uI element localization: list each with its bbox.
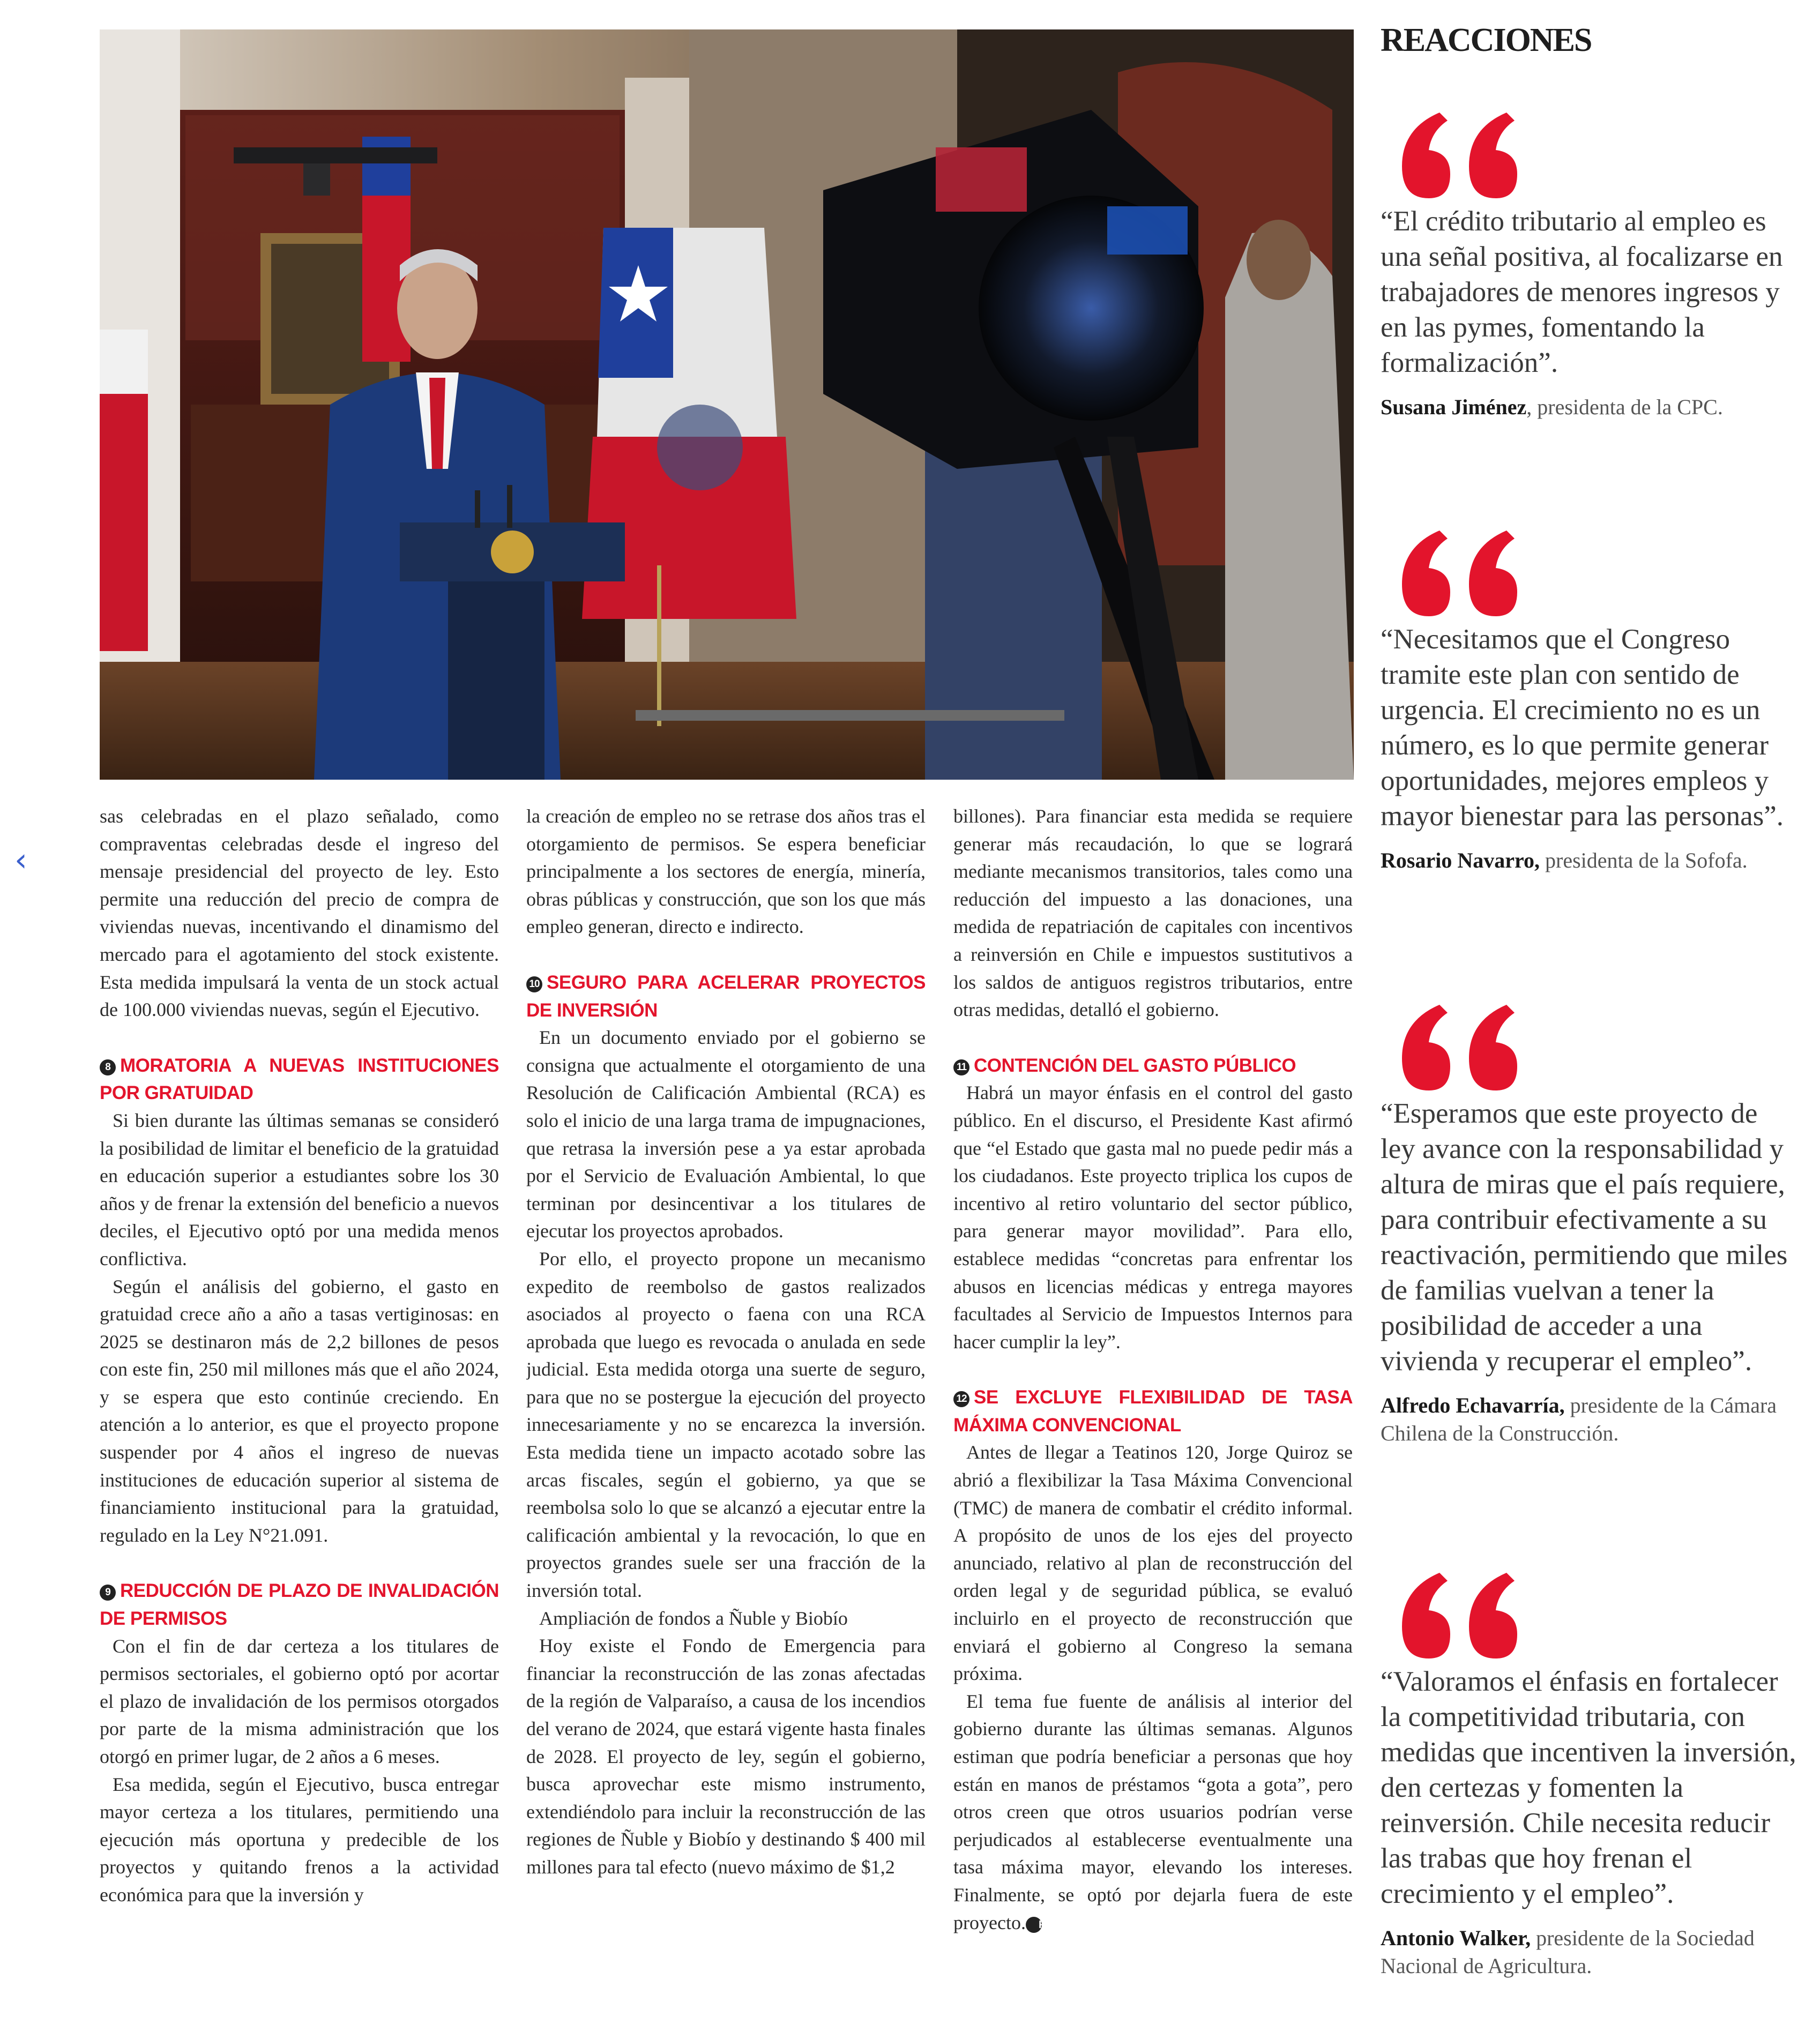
section-number-badge: 8 [100, 1059, 116, 1075]
section-title: SEGURO PARA ACELERAR PROYECTOS DE INVERSIÓN [526, 972, 926, 1021]
quote-mark-icon [1381, 1541, 1525, 1664]
paragraph: Si bien durante las últimas semanas se consideró la posibilidad de limitar el beneficio de la gratuidad en educación superior a estudiantes sobre los 30 años y de frenar la extensión del beneficio a nuevos deciles, el Ejecutivo optó por una medida menos conflictiva. [100, 1109, 499, 1269]
paragraph: la creación de empleo no se retrase dos años tras el otorgamiento de permisos. Se espera beneficiar principalmente a los sectores de energía, minería, obras públicas y construcción, que son los que más empleo generan, directo e indirecto. [526, 805, 926, 938]
author-name: Alfredo Echavarría, [1381, 1393, 1565, 1417]
paragraph: Por ello, el proyecto propone un mecanismo expedito de reembolso de gastos realizados asociados al proyecto o faena con una RCA aprobada que luego es revocada o anulada en sede judicial. Esta medida otorga una suerte de seguro, para que no se postergue la ejecución del proyecto innecesariamente y no se encarezca la inversión. Esta medida tiene un impacto acotado sobre las arcas fiscales, según el gobierno, ya que se reembolsa solo lo que se alcanzó a ejecutar entre la calificación ambiental y la revocación, lo que en proyectos grandes suele ser una fracción de la inversión total. [526, 1247, 926, 1602]
reaction-item [1381, 1541, 1799, 1980]
reaction-item [1381, 973, 1799, 1447]
reaction-item [1381, 80, 1799, 421]
chevron-left-icon: ‹ [14, 841, 27, 879]
section-number-badge: 11 [953, 1059, 969, 1075]
reaction-quote: “Valoramos el énfasis en fortalecer la competitividad tributaria, con medidas que incentiven la inversión, den certezas y fomenten la reinversión. Chile necesita reducir las trabas que hoy frenan el crecimiento y el empleo”. [1381, 1666, 1796, 1909]
paragraph: Con el fin de dar certeza a los titulares de permisos sectoriales, el gobierno optó por acortar el plazo de invalidación de los permisos otorgados por parte de la misma administración que los otorgó en primer lugar, de 2 años a 6 meses. [100, 1635, 499, 1767]
paragraph: En un documento enviado por el gobierno se consigna que actualmente el otorgamiento de una Resolución de Calificación Ambiental (RCA) es solo el inicio de una larga trama de impugnaciones, que retrasa la inversión pese a ya estar aprobada por el Servicio de Evaluación Ambiental, lo que terminan por desincentivar a los titulares de ejecutar los proyectos aprobados. [526, 1027, 926, 1242]
reaction-item [1381, 498, 1799, 875]
reaction-quote: “Necesitamos que el Congreso tramite este plan con sentido de urgencia. El crecimiento no es un número, es lo que permite generar oportunidades, mejores empleos y mayor bienestar para las personas”. [1381, 624, 1784, 832]
paragraph: billones). Para financiar esta medida se requiere generar más recaudación, lo que se logrará mediante mecanismos transitorios, tales como una reducción del impuesto a las donaciones, una medida de repatriación de capitales con incentivos a reinversión en Chile e impuestos sustitutivos a los saldos de antiguos registros tributarios, entre otras medidas, detalló el gobierno. [953, 805, 1353, 1021]
reaction-author [1381, 847, 1799, 875]
subheading: Ampliación de fondos a Ñuble y Biobío [539, 1607, 848, 1629]
paragraph: Antes de llegar a Teatinos 120, Jorge Quiroz se abrió a flexibilizar la Tasa Máxima Convencional (TMC) de manera de combatir el crédito informal. A propósito de unos de los ejes del proyecto anunciado, relativo al plan de reconstrucción del orden legal y de seguridad pública, se evaluó incluirlo en el proyecto de reconstrucción que enviará el gobierno al Congreso la semana próxima. [953, 1441, 1353, 1685]
reaction-quote: “El crédito tributario al empleo es una señal positiva, al focalizarse en trabajadores de menores ingresos y en las pymes, fomentando la formalización”. [1381, 206, 1783, 378]
reaction-author [1381, 1924, 1799, 1980]
reaction-quote: “Esperamos que este proyecto de ley avance con la responsabilidad y altura de miras que el país requiere, para contribuir efectivamente a su reactivación, permitiendo que miles de familias vuelvan a tener la posibilidad de acceder a una vivienda y recuperar el empleo”. [1381, 1098, 1788, 1377]
paragraph: sas celebradas en el plazo señalado, como compraventas celebradas desde el ingreso del mensaje presidencial del proyecto de ley. Esto permite una reducción del precio de compra de viviendas nuevas, incentivando el dinamismo del mercado para el agotamiento del stock existente. Esta medida impulsará la venta de un stock actual de 100.000 viviendas nuevas, según el Ejecutivo. [100, 805, 499, 1021]
paragraph: Esa medida, según el Ejecutivo, busca entregar mayor certeza a los titulares, permitiendo una ejecución más oportuna y predecible de los proyectos y quitando frenos a la actividad económica para que la inversión y [100, 1773, 499, 1906]
author-name: Rosario Navarro, [1381, 848, 1540, 872]
quote-mark-icon [1381, 973, 1525, 1096]
author-role: , presidenta de la CPC. [1526, 395, 1723, 419]
section-heading-11 [953, 1052, 1353, 1080]
author-role: presidenta de la Sofofa. [1540, 848, 1748, 872]
section-number-badge: 12 [953, 1391, 969, 1407]
paragraph-text: El tema fue fuente de análisis al interior del gobierno durante las últimas semanas. Algunos estiman que podría beneficiar a personas que hoy están en manos de préstamos “gota a gota”, pero otros creen que otros usuarios podrían verse perjudicados al establecerse eventualmente una tasa máxima mayor, elevando los intereses. Finalmente, se optó por dejarla fuera de este proyecto. [953, 1690, 1353, 1933]
author-role: presidente de la Cámara Chilena de la Construcción. [1381, 1393, 1777, 1445]
reactions-sidebar [1381, 16, 1799, 1978]
reaction-author [1381, 393, 1799, 421]
paragraph: Hoy existe el Fondo de Emergencia para financiar la reconstrucción de las zonas afectadas de la región de Valparaíso, a causa de los incendios del verano de 2024, que estará vigente hasta finales de 2028. El proyecto de ley, según el gobierno, busca aprovechar este mismo instrumento, extendiéndolo para incluir la reconstrucción de las regiones de Ñuble y Biobío y destinando $ 400 mil millones para tal efecto (nuevo máximo de $1,2 [526, 1635, 926, 1878]
section-heading-8 [100, 1052, 499, 1107]
paragraph: Habrá un mayor énfasis en el control del gasto público. En el discurso, el Presidente Kast afirmó que “el Estado que gasta mal no puede pedir más a los ciudadanos. Este proyecto triplica los cupos de incentivo al retiro voluntario del sector público, para generar mayor movilidad”. Para ello, establece medidas “concretas para enfrentar los abusos en licencias médicas y entrega mayores facultades al Servicio de Impuestos Internos para hacer cumplir la ley”. [953, 1082, 1353, 1353]
paragraph [953, 1688, 1353, 1937]
section-title: MORATORIA A NUEVAS INSTITUCIONES POR GRATUIDAD [100, 1055, 499, 1104]
section-title: REDUCCIÓN DE PLAZO DE INVALIDACIÓN DE PERMISOS [100, 1580, 499, 1630]
section-heading-10 [526, 969, 926, 1024]
author-role: presidente de la Sociedad Nacional de Agricultura. [1381, 1926, 1755, 1978]
section-number-badge: 9 [100, 1585, 116, 1601]
author-name: Susana Jiménez [1381, 395, 1527, 419]
reaction-author [1381, 1392, 1799, 1447]
article-column-2 [526, 803, 926, 2024]
paragraph: Según el análisis del gobierno, el gasto en gratuidad crece año a año a tasas vertiginosas: en 2025 se destinaron más de 2,2 billones de pesos con este fin, 250 mil millones más que el año 2024, y se espera que esto continúe creciendo. En atención a lo anterior, es que el proyecto propone suspender por 4 años el ingreso de nuevas instituciones de educación superior al sistema de financiamiento institucional para la gratuidad, regulado en la Ley N°21.091. [100, 1275, 499, 1546]
reactions-title: REACCIONES [1381, 22, 1592, 58]
author-name: Antonio Walker, [1381, 1926, 1531, 1950]
quote-mark-icon [1381, 498, 1525, 622]
section-heading-12 [953, 1384, 1353, 1439]
article-column-3 [953, 803, 1353, 2024]
end-of-article-mark: P [1026, 1917, 1042, 1933]
article-column-1 [100, 803, 499, 2024]
section-title: SE EXCLUYE FLEXIBILIDAD DE TASA MÁXIMA CONVENCIONAL [953, 1387, 1353, 1436]
quote-mark-icon [1381, 80, 1525, 204]
section-number-badge: 10 [526, 976, 542, 992]
article-photo [100, 29, 1354, 780]
previous-page-button[interactable] [8, 841, 34, 879]
section-heading-9 [100, 1577, 499, 1632]
section-title: CONTENCIÓN DEL GASTO PÚBLICO [974, 1055, 1296, 1076]
